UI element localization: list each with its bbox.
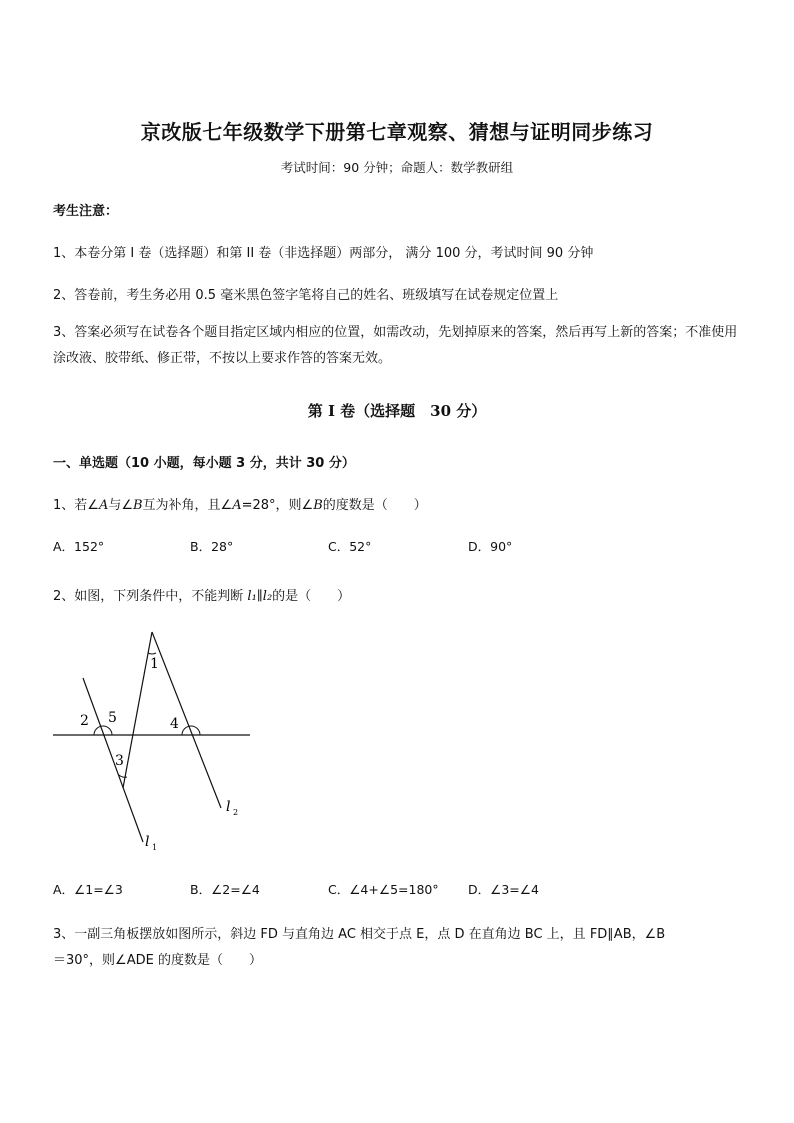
section-title: 第 I 卷（选择题 30 分） — [307, 402, 487, 420]
question-3-line-1: 3、一副三角板摆放如图所示，斜边 FD 与直角边 AC 相交于点 E，点 D 在直角边 BC 上，且 FD∥AB，∠B — [53, 927, 666, 942]
line-label-l1-sub: 1 — [152, 843, 158, 852]
line-label-l1: l — [145, 834, 150, 850]
q1-option-a[interactable]: A．152° — [53, 539, 105, 554]
q2-option-b[interactable]: B．∠2=∠4 — [190, 882, 260, 897]
geometry-figure — [45, 620, 265, 860]
notice-item-2: 2、答卷前，考生务必用 0.5 毫米黑色签字笔将自己的姓名、班级填写在试卷规定位置上 — [53, 288, 559, 303]
notice-item-1: 1、本卷分第 I 卷（选择题）和第 II 卷（非选择题）两部分， 满分 100 分，考试时间 90 分钟 — [53, 246, 594, 261]
q2-option-c[interactable]: C．∠4+∠5=180° — [328, 882, 439, 897]
line-label-l2: l — [226, 799, 231, 815]
question-3-line-2: ＝30°，则∠ADE 的度数是（ ） — [53, 953, 262, 968]
line-l1 — [83, 678, 143, 842]
angle-label-1: 1 — [150, 656, 159, 672]
angle-label-4: 4 — [170, 716, 179, 732]
line-l2 — [152, 632, 221, 808]
angle-label-5: 5 — [108, 710, 117, 726]
line-label-l2-sub: 2 — [233, 808, 239, 817]
question-1: 1、若∠A与∠B互为补角，且∠A=28°，则∠B的度数是（ ） — [53, 498, 427, 513]
crossing-line — [123, 632, 152, 788]
q1-option-b[interactable]: B．28° — [190, 539, 234, 554]
part-title: 一、单选题（10 小题，每小题 3 分，共计 30 分） — [53, 456, 355, 471]
page-title: 京改版七年级数学下册第七章观察、猜想与证明同步练习 — [140, 120, 654, 144]
q1-option-d[interactable]: D．90° — [468, 539, 513, 554]
notice-heading: 考生注意： — [53, 204, 119, 219]
exam-info: 考试时间：90 分钟；命题人：数学教研组 — [280, 160, 514, 175]
q1-option-c[interactable]: C．52° — [328, 539, 372, 554]
notice-item-3: 3、答案必须写在试卷各个题目指定区域内相应的位置，如需改动，先划掉原来的答案，然后再写上新的答案；不准使用涂改液、胶带纸、修正带，不按以上要求作答的答案无效。 — [53, 325, 738, 366]
question-2: 2、如图，下列条件中，不能判断 l₁∥l₂的是（ ） — [53, 589, 351, 604]
q2-option-a[interactable]: A．∠1=∠3 — [53, 882, 123, 897]
q2-option-d[interactable]: D．∠3=∠4 — [468, 882, 539, 897]
angle-label-2: 2 — [80, 713, 89, 729]
angle-1-arc — [148, 653, 156, 654]
angle-label-3: 3 — [115, 753, 124, 769]
